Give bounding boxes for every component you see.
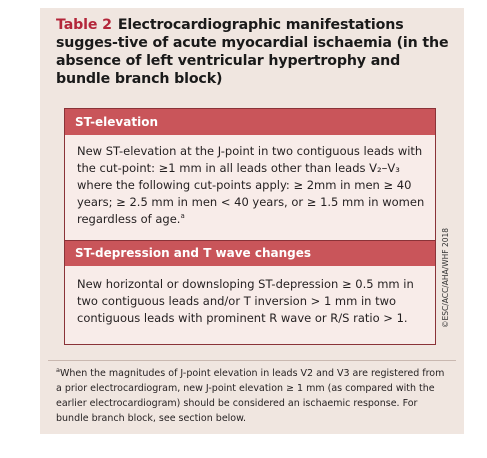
- section-body-text: New ST-elevation at the J-point in two contiguous leads with the cut-point: ≥1 mm in all leads other than leads V₂–V₃ where the following cut-points apply: ≥ 2mm in men ≥ 40 years; ≥ 2.5 mm in men < 40 years, or ≥ 1.5 mm in women regardless of age.: [77, 144, 425, 226]
- section-body: [65, 135, 435, 241]
- st-elevation-section: [64, 108, 436, 242]
- section-header: ST-depression and T wave changes: [65, 241, 435, 266]
- st-depression-section: [64, 240, 436, 345]
- divider: [48, 360, 456, 361]
- copyright-notice: [439, 314, 487, 328]
- section-body-text: New horizontal or downsloping ST-depression ≥ 0.5 mm in two contiguous leads and/or T inversion > 1 mm in two contiguous leads with prominent R wave or R/S ratio > 1.: [77, 277, 414, 325]
- table-caption: Electrocardiographic manifestations sugges-tive of acute myocardial ischaemia (in the absence of left ventricular hypertrophy and bundle branch block): [56, 17, 449, 87]
- footnote: [56, 366, 452, 426]
- section-body: [65, 266, 435, 344]
- footnote-text: When the magnitudes of J-point elevation in leads V2 and V3 are registered from a prior electrocardiogram, new J-point elevation ≥ 1 mm (as compared with the earlier electrocardiogram) should be considered an ischaemic response. For bundle branch block, see section below.: [56, 368, 445, 424]
- section-header: ST-elevation: [65, 109, 435, 135]
- footnote-marker: a: [180, 212, 185, 221]
- footnote-marker: a: [56, 365, 60, 374]
- table-label: Table 2: [56, 17, 112, 33]
- table-title: [56, 16, 452, 88]
